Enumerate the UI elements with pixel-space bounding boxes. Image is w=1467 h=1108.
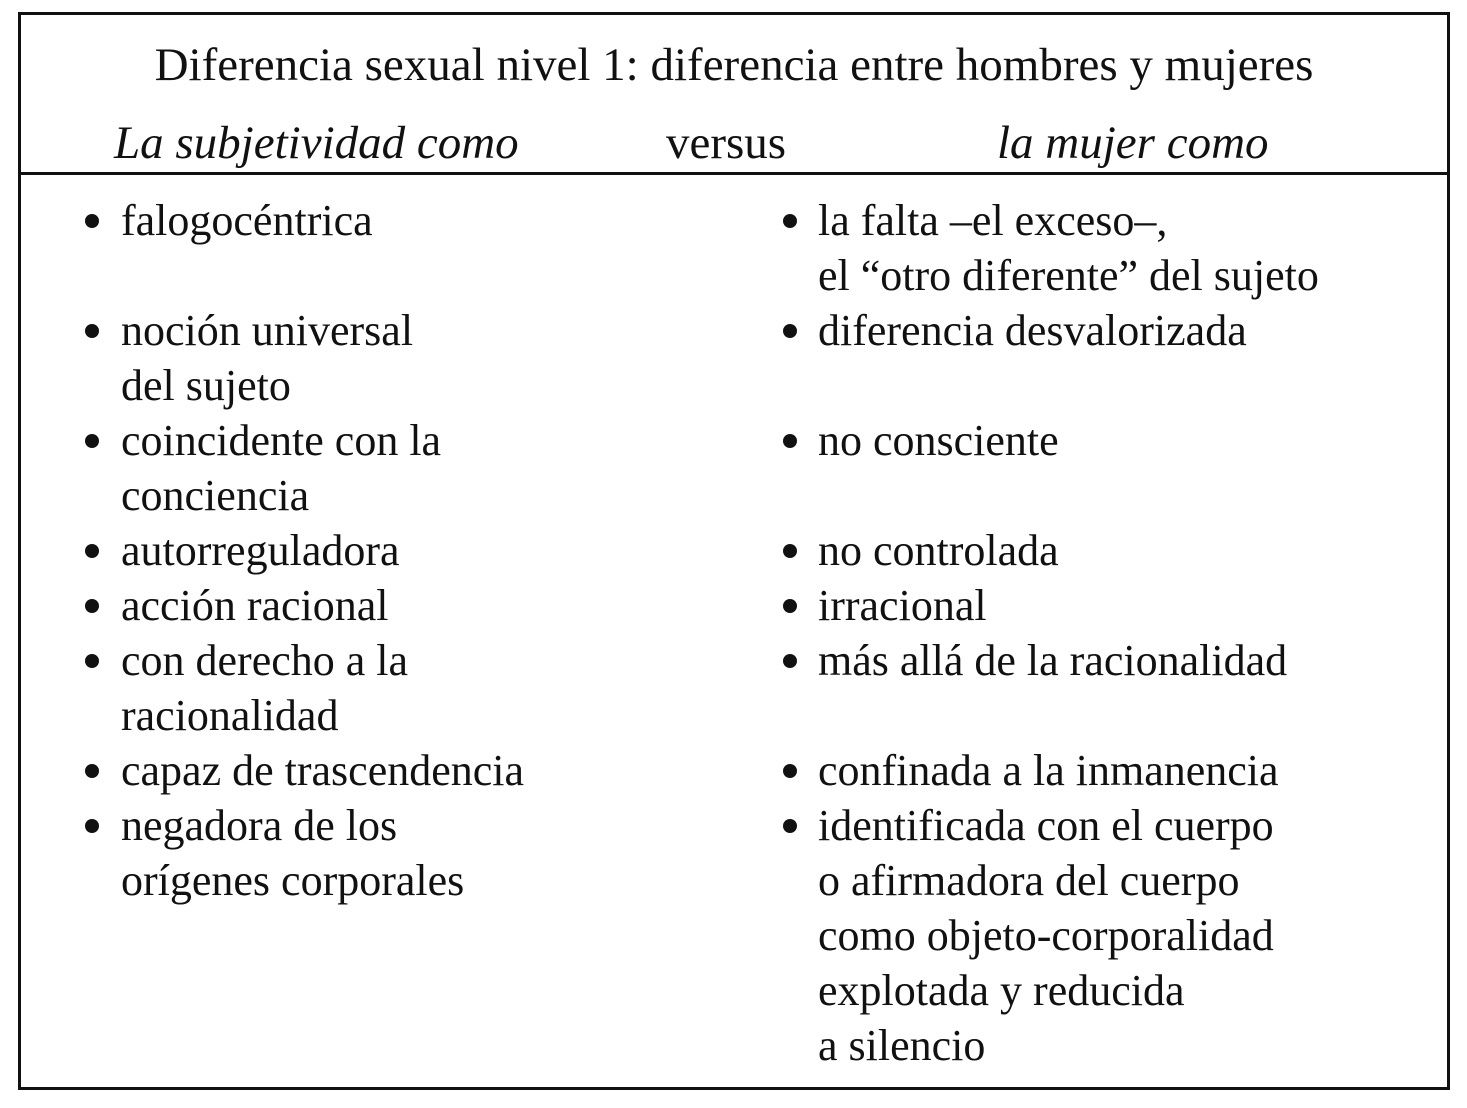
right-item-line: identificada con el cuerpo xyxy=(818,801,1274,850)
left-bullet xyxy=(85,764,99,778)
left-list-item xyxy=(121,578,389,633)
right-item-line: el “otro diferente” del sujeto xyxy=(818,251,1319,300)
right-bullet xyxy=(783,214,797,228)
right-item-line: como objeto-corporalidad xyxy=(818,911,1274,960)
right-list-item xyxy=(818,193,1319,303)
left-bullet xyxy=(85,214,99,228)
subheader-right: la mujer como xyxy=(997,117,1269,169)
left-bullet xyxy=(85,819,99,833)
right-item-line: irracional xyxy=(818,581,987,630)
right-item-line: a silencio xyxy=(818,1021,986,1070)
right-item-line: explotada y reducida xyxy=(818,966,1185,1015)
left-item-line: racionalidad xyxy=(121,691,339,740)
left-list-item xyxy=(121,303,413,413)
subheader-left: La subjetividad como xyxy=(114,117,519,169)
left-list-item xyxy=(121,413,441,523)
right-bullet xyxy=(783,434,797,448)
subheader-middle: versus xyxy=(666,117,787,169)
left-item-line: conciencia xyxy=(121,471,310,520)
right-list-item xyxy=(818,633,1287,688)
right-item-line: o afirmadora del cuerpo xyxy=(818,856,1240,905)
right-list-item xyxy=(818,523,1059,578)
left-item-line: capaz de trascendencia xyxy=(121,746,525,795)
right-item-line: más allá de la racionalidad xyxy=(818,636,1288,685)
right-list-item xyxy=(818,413,1059,468)
left-item-line: falogocéntrica xyxy=(121,196,373,245)
left-list-item xyxy=(121,743,524,798)
right-item-line: no consciente xyxy=(818,416,1059,465)
left-list-item xyxy=(121,193,373,248)
right-bullet xyxy=(783,544,797,558)
left-bullet xyxy=(85,544,99,558)
table-title: Diferencia sexual nivel 1: diferencia entre hombres y mujeres xyxy=(154,39,1314,91)
left-list-item xyxy=(121,798,464,908)
right-bullet xyxy=(783,324,797,338)
left-item-line: con derecho a la xyxy=(121,636,409,685)
left-item-line: autorreguladora xyxy=(121,526,400,575)
right-list-item xyxy=(818,743,1279,798)
left-item-line: orígenes corporales xyxy=(121,856,465,905)
left-list-item xyxy=(121,633,408,743)
right-bullet xyxy=(783,764,797,778)
right-bullet xyxy=(783,654,797,668)
left-item-line: coincidente con la xyxy=(121,416,442,465)
left-bullet xyxy=(85,599,99,613)
left-bullet xyxy=(85,654,99,668)
right-bullet xyxy=(783,819,797,833)
right-item-line: la falta –el exceso–, xyxy=(818,196,1168,245)
table-frame xyxy=(18,12,1450,1090)
left-item-line: del sujeto xyxy=(121,361,291,410)
right-item-line: diferencia desvalorizada xyxy=(818,306,1247,355)
right-list-item xyxy=(818,578,987,633)
right-bullet xyxy=(783,599,797,613)
left-item-line: acción racional xyxy=(121,581,389,630)
right-list-item xyxy=(818,303,1247,358)
left-bullet xyxy=(85,434,99,448)
left-item-line: negadora de los xyxy=(121,801,398,850)
left-bullet xyxy=(85,324,99,338)
left-list-item xyxy=(121,523,400,578)
right-item-line: no controlada xyxy=(818,526,1059,575)
right-item-line: confinada a la inmanencia xyxy=(818,746,1279,795)
header-divider xyxy=(21,172,1447,175)
right-list-item xyxy=(818,798,1274,1073)
left-item-line: noción universal xyxy=(121,306,414,355)
